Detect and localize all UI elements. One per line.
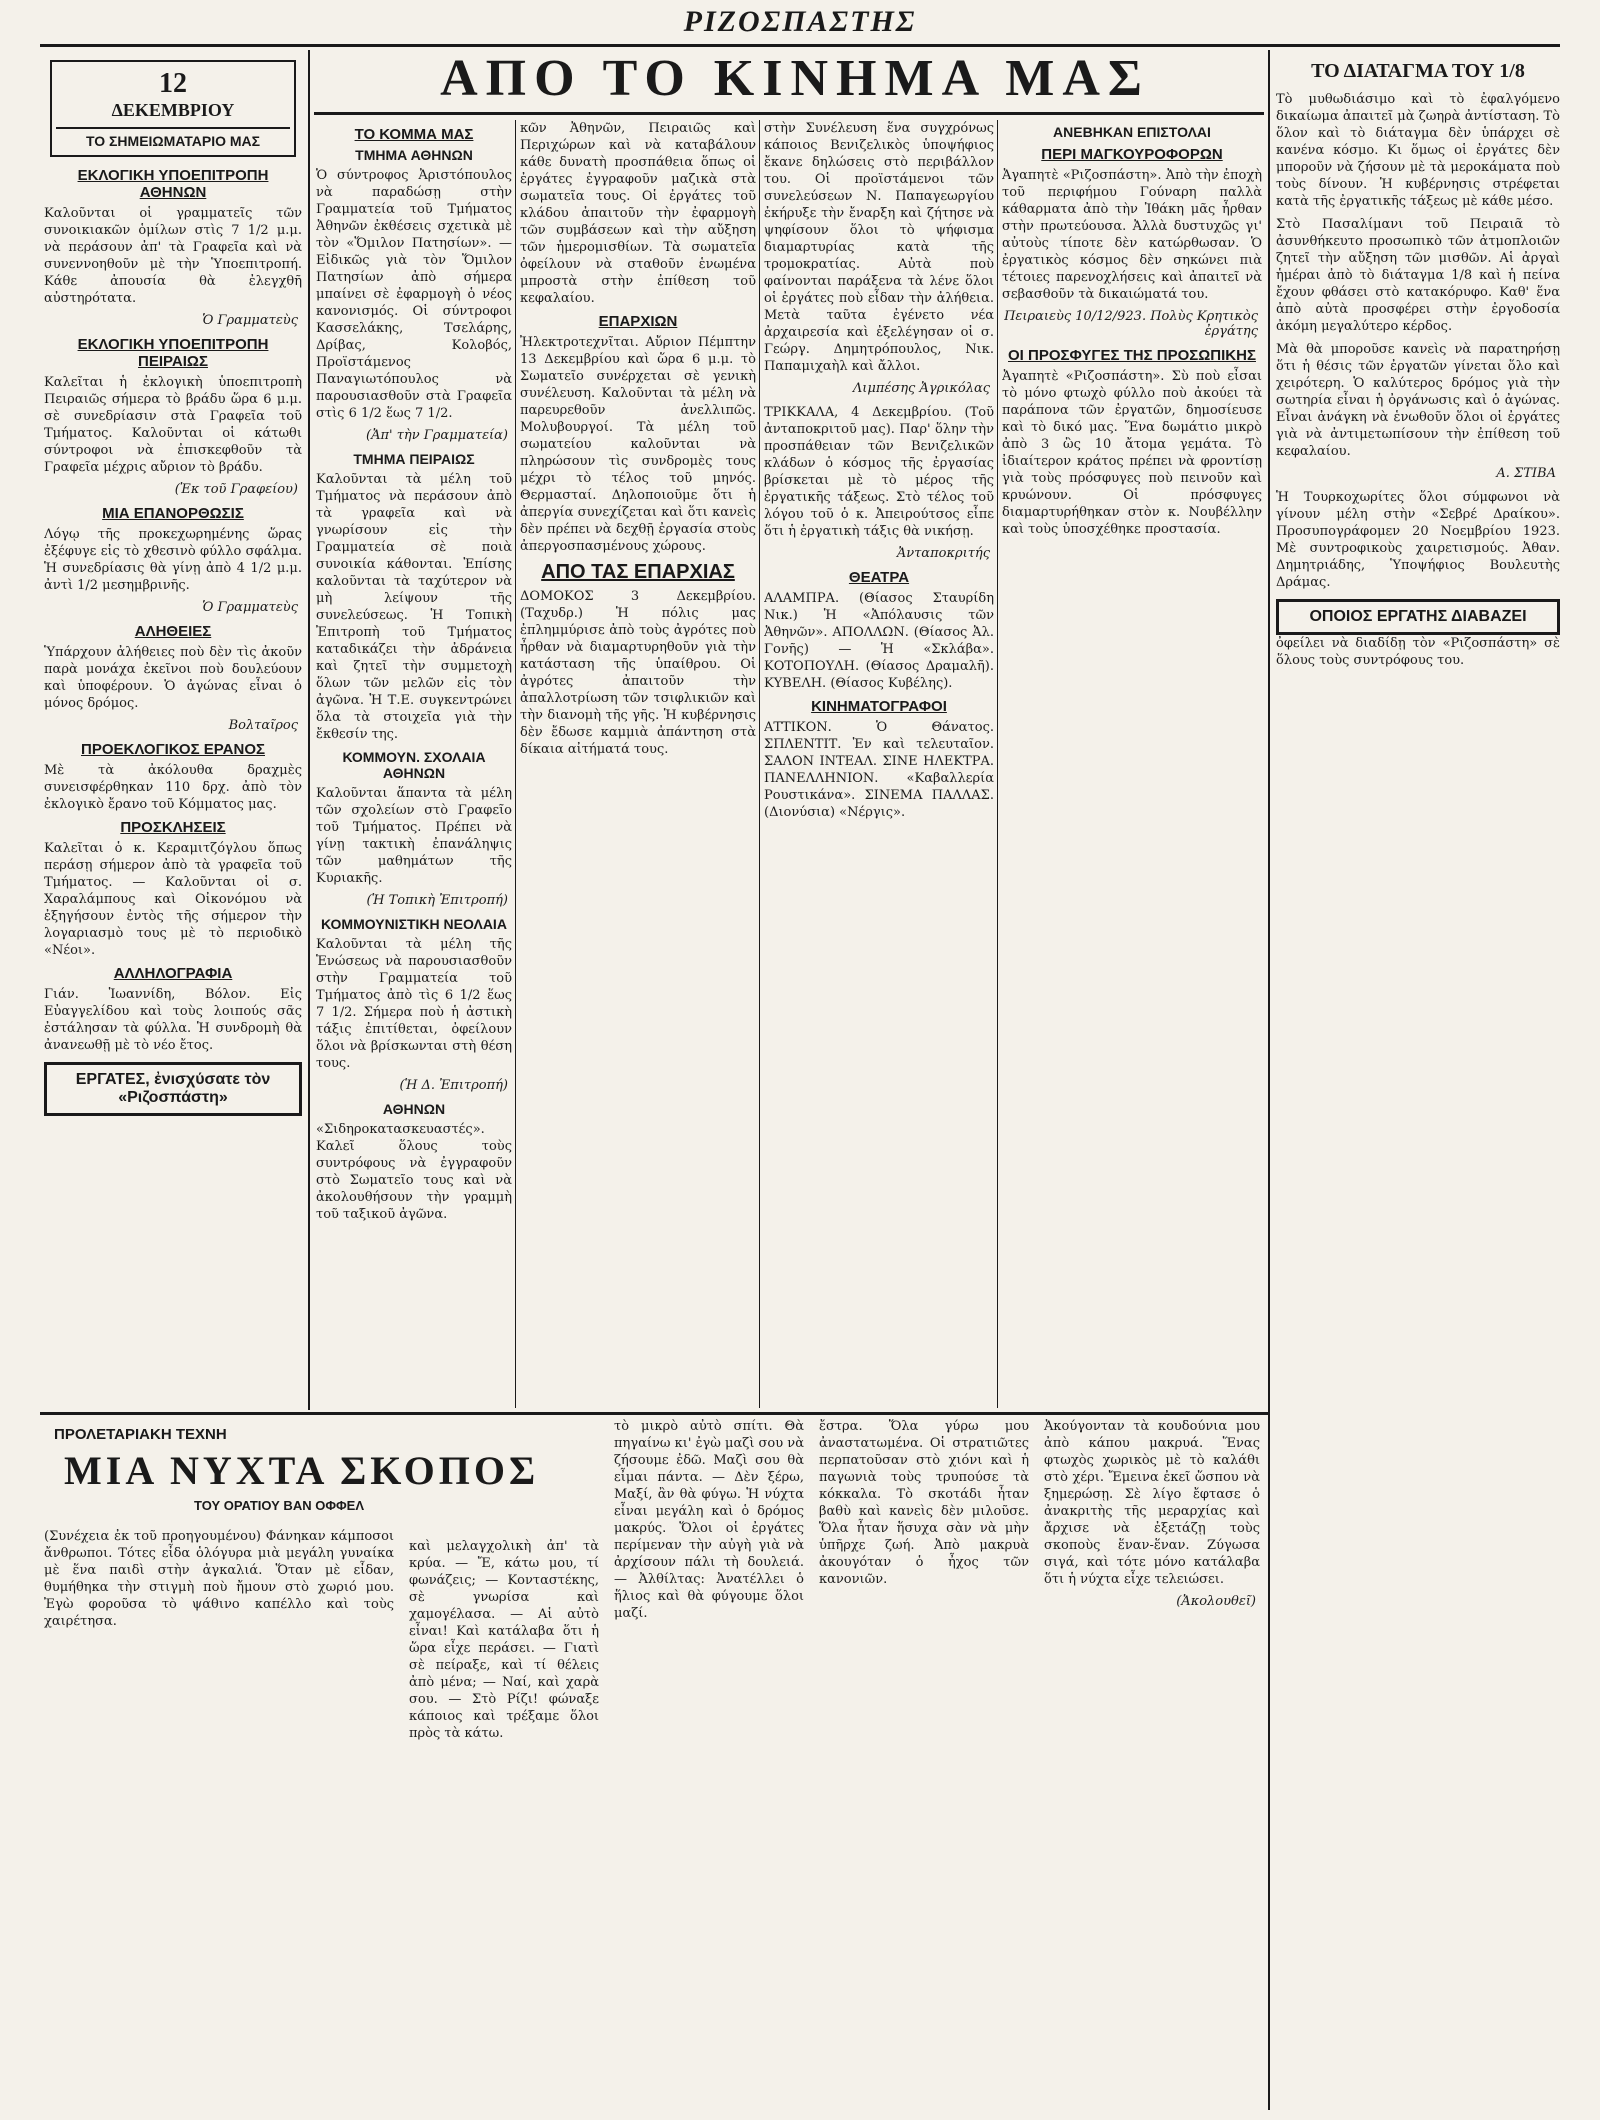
column-divider <box>1268 50 1270 2110</box>
story-text-1: (Συνέχεια ἐκ τοῦ προηγουμένου) Φάνηκαν κάμποσοι ἄνθρωποι. Τότες εἶδα ὁλόγυρα μιὰ μεγάλη γυναίκα μὲ ἕνα παιδὶ στὴν ἀγκαλιά. Ὅταν μὲ εἶδαν, θυμήθηκα τὴν στιγμὴ ποὺ ἤμουν στὸ χωριό μου. Ἐγὼ φοροῦσα τὸ ψάθινο καπέλλο καὶ τοὺς χαιρέτησα. <box>44 1529 394 1629</box>
piraeus-branch-text: Καλοῦνται τὰ μέλη τοῦ Τμήματος νὰ περάσουν ἀπὸ τὰ γραφεῖα καὶ νὰ γνωρίσουν εἰς τὴν Γραμματεία σὲ ποιὰ συνοικία κάθονται. Ἐπίσης καλοῦνται τὰ ταχύτερον νὰ μὴ λείψουν τῆς συνελεύσεως. Ἡ Τοπικὴ Ἐπιτροπὴ τοῦ Τμήματος καταδικάζει τὴν ἀδράνεια καὶ ζητεῖ τὴν συμμετοχὴ ὅλων τῶν μελῶν εἰς τὸν ἀγῶνα. Ἡ Τ.Ε. συγκεντρώνει ὅλα τὰ στοιχεῖα γιὰ τὴν ἔκθεσίν της. <box>316 472 512 742</box>
election-fund-text: Μὲ τὰ ἀκόλουθα δραχμὲς συνεισφέρθηκαν 110 δρχ. ἀπὸ τὸν ἐκλογικὸ ἔρανο τοῦ Κόμματος μας. <box>44 763 302 812</box>
athens-subcommittee-text: Καλοῦνται οἱ γραμματεῖς τῶν συνοικιακῶν ὁμίλων στὶς 7 1/2 μ.μ. νὰ περάσουν ἀπ' τὰ Γραφεῖα καὶ νὰ συνεννοηθοῦν μὲ τὴν Ὑποεπιτροπή. Κάθε ἀπουσία θὰ ἐλεγχθῆ αὐστηρότατα. <box>44 206 302 306</box>
column-divider <box>759 120 760 1408</box>
trikala-report: ΤΡΙΚΚΑΛΑ, 4 Δεκεμβρίου. (Τοῦ ἀνταποκριτοῦ μας). Παρ' ὅλην τὴν προσπάθειαν τῶν Βενιζελικῶν κλάδων ὁ κόσμος τῆς ἐργασίας βρίσκεται μὲ τὸ μέρος τῆς ἐργατικῆς τάξεως. Στὸ τέλος τοῦ λόγου τοῦ ὁ κ. Ἀπειρούτσος εἶπε ὅτι ἡ ἐργατικὴ τάξις θὰ νικήσῃ. <box>764 405 994 539</box>
cane-bearers-heading: ΠΕΡΙ ΜΑΓΚΟΥΡΟΦΟΡΩΝ <box>1041 146 1223 163</box>
refugees-letter: Ἀγαπητὲ «Ριζοσπάστη». Σὺ ποὺ εἶσαι τὸ μόνο φτωχὸ φύλλο ποὺ ἀκούει τὰ παράπονα τῶν ἐργατῶν, δημοσίευσε καὶ τὸ δικό μας. Ἕνα δωμάτιο μικρὸ ἀπὸ 3 ὣς 10 ἄτομα γεμάτα. Τὸ ἰδιαίτερον κράτος πρέπει νὰ φροντίσῃ γιὰ τοὺς πρόσφυγες ποὺ πεινοῦν καὶ κρυώνουν. Οἱ πρόσφυγες διαμαρτυρήθηκαν στὸν κ. Νουβέλλην καὶ τοὺς ὑποσχέθηκε προστασία. <box>1002 369 1262 537</box>
story-text-2: καὶ μελαγχολικὴ ἀπ' τὰ κρύα. — Ἔ, κάτω μου, τί φωνάζεις; — Κονταστέκης, σὲ γνωρίσα καὶ χαμογέλασα. — Αἱ αὐτὸ εἶναι! Καὶ κατάλαβα ὅτι ἡ ὥρα εἶχε περάσει. — Γιατὶ σὲ πείραξε, καὶ τί θέλεις ἀπὸ μένα; — Ναί, καὶ χαρὰ σου. — Στὸ Ρίζι! φώναξε κάποιος καὶ τρέξαμε ὅλοι πρὸς τὰ κάτω. <box>409 1539 599 1741</box>
domokos-report: ΔΟΜΟΚΟΣ 3 Δεκεμβρίου. (Ταχυδρ.) Ἡ πόλις μας ἐπλημμύρισε ἀπὸ τοὺς ἀγρότες ποὺ ἦρθαν νὰ διαμαρτυρηθοῦν γιὰ τὴν κατάσταση τῆς ὑπαίθρου. Οἱ ἀγρότες ἀπαιτοῦν τὴν ἀπαλλοτρίωση τῶν τσιφλικιῶν καὶ τὴν διανομὴ τῆς γῆς. Ἡ κυβέρνησις δὲν ἔδωσε καμμιὰ ἀπάντηση στὰ δίκαια αἰτήματά τους. <box>520 589 756 757</box>
story-text-5: Ἀκούγονταν τὰ κουδούνια μου ἀπὸ κάπου μακρυά. Ἕνας φτωχὸς χωρικὸς μὲ τὸ καλάθι στὸ χέρι. Ἔμεινα ἐκεῖ ὥσπου νὰ ξημερώσῃ. Σὲ λίγο ἔφτασε ὁ ἀνακριτὴς τῆς μεραρχίας καὶ ἄρχισε νὰ ἐξετάζῃ τοὺς σκοποὺς ἕναν-ἕναν. Ζύγωσα σιγά, καὶ τότε μόνο κατάλαβα ὅτι ἡ νύχτα εἶχε τελειώσει. <box>1044 1419 1260 1587</box>
invitations-text: Καλεῖται ὁ κ. Κεραμιτζόγλου ὅπως περάσῃ σήμερον ἀπὸ τὰ γραφεῖα τοῦ Τμήματος. — Καλοῦνται οἱ σ. Χαραλάμπους καὶ Οἰκονόμου νὰ ἐξηγήσουν ἐντὸς τῆς σήμερον τὴν λογαριασμὸ τους μὲ τὸ περιοδικὸ «Νέοι». <box>44 841 302 958</box>
communist-schools-text: Καλοῦνται ἅπαντα τὰ μέλη τῶν σχολείων στὸ Γραφεῖο τοῦ Τμήματος. Πρέπει νὰ γίνῃ τακτικὴ ἐπανάληψις τῶν μαθημάτων τῆς Κυριακῆς. <box>316 786 512 886</box>
cinemas-listing: ΑΤΤΙΚΟΝ. Ὁ Θάνατος. ΣΠΛΕΝΤΙΤ. Ἐν καὶ τελευταῖον. ΣΑΛΟΝ ΙΝΤΕΑΛ. ΣΙΝΕ ΗΛΕΚΤΡΑ. ΠΑΝΕΛΛΗΝΙΟΝ. «Καβαλλερία Ρουστικάνα». ΣΙΝΕΜΑ ΠΑΛΛΑΣ. (Διονύσια) «Νέργις». <box>764 720 994 820</box>
main-title: ΑΠΟ ΤΟ ΚΙΝΗΜΑ ΜΑΣ <box>440 50 1150 107</box>
story-text-3: τὸ μικρὸ αὐτὸ σπίτι. Θὰ πηγαίνω κι' ἐγὼ μαζὶ σου νὰ ζήσουμε ἐδῶ. Μαζὶ σου θὰ εἶμαι πάντα. — Δὲν ξέρω, Μαξί, ἂν θὰ φύγω. Ἡ νύχτα εἶναι μεγάλη καὶ ὁ δρόμος μακρύς. Ὅλοι οἱ ἐργάτες περίμεναν τὴν αὐγὴ γιὰ νὰ ἀρχίσουν πάλι τὴ δουλειά. — Ἀλθίλτας: Ἀνατέλλει ὁ ἥλιος καὶ θὰ φύγουμε ὅλοι μαζί. <box>614 1419 804 1621</box>
unions-column <box>520 120 756 1408</box>
athens-unions-text: «Σιδηροκατασκευαστές». Καλεῖ ὅλους τοὺς συντρόφους νὰ ἐγγραφοῦν στὸ Σωματεῖο τους καὶ νὰ ἀκολουθήσουν τὴν γραμμὴ τοῦ ταξικοῦ ἀγῶνα. <box>316 1122 512 1222</box>
decree-paragraph-3: Μὰ θὰ μποροῦσε κανεὶς νὰ παρατηρήσῃ ὅτι ἡ θέσις τῶν ἐργατῶν γίνεται ὅλο καὶ χειρότερη. Ὁ καλύτερος δρόμος γιὰ τὴν σωτηρία εἶναι ἡ ὀργάνωσις καὶ ὁ ἀγώνας. Εἶναι ἀνάγκη νὰ ἑνωθοῦν ὅλοι οἱ ἐργάτες γιὰ νὰ ἀντιμετωπίσουν τὴν ἐπίθεση τοῦ κεφαλαίου. <box>1276 342 1560 459</box>
reader-worker-text: ὀφείλει νὰ διαδίδῃ τὸν «Ριζοσπάστη» σὲ ὅλους τοὺς συντρόφους του. <box>1276 636 1560 668</box>
athens-subcommittee-signature: Ὁ Γραμματεὺς <box>202 313 298 328</box>
story-text-4: ἔστρα. Ὅλα γύρω μου ἀναστατωμένα. Οἱ στρατιῶτες περπατοῦσαν στὸ χιόνι καὶ ἡ παγωνιὰ τοὺς τρυπούσε τὰ κόκκαλα. Τὸ σκοτάδι ἦταν βαθὺ καὶ κανεὶς δὲν μιλοῦσε. Ὅλα ἦταν ἥσυχα σὰν νὰ μὴν ὑπῆρχε ζωή. Ἀπὸ μακρυὰ ἀκουγόταν ὁ ἦχος τῶν κανονιῶν. <box>819 1419 1029 1587</box>
date-box <box>50 60 296 157</box>
story-author: ΤΟΥ ΟΡΑΤΙΟΥ ΒΑΝ ΟΦΦΕΛ <box>193 1498 365 1513</box>
story-column-4 <box>819 1418 1029 1594</box>
cane-bearers-signature: Πειραιεὺς 10/12/923. Πολὺς Κρητικὸς ἐργάτης <box>1004 309 1258 339</box>
column-divider <box>308 50 310 1410</box>
invitations-heading: ΠΡΟΣΚΛΗΣΕΙΣ <box>120 819 226 836</box>
decree-signature: Α. ΣΤΙΒΑ <box>1496 466 1556 481</box>
truths-text: Ὑπάρχουν ἀλήθειες ποὺ δὲν τὶς ἀκοῦν παρὰ μονάχα ἐκεῖνοι ποὺ δουλεύουν καὶ ὑποφέρουν. Ὁ ἀγώνας εἶναι ὁ μόνος δρόμος. <box>44 645 302 711</box>
trikala-signature: Ἀνταποκριτής <box>896 546 990 561</box>
decree-heading: ΤΟ ΔΙΑΤΑΓΜΑ ΤΟΥ 1/8 <box>1311 60 1525 82</box>
correspondence-text: Γιάν. Ἰωαννίδη, Βόλον. Εἰς Εὐαγγελίδου καὶ τοὺς λοιπούς σᾶς ἐστάλησαν τὰ φύλλα. Ἡ συνδρομὴ θὰ ἀνανεωθῇ μὲ τὸ νέο ἔτος. <box>44 987 302 1053</box>
story-section <box>44 1418 1264 2108</box>
piraeus-subcommittee-signature: (Ἐκ τοῦ Γραφείου) <box>174 482 298 497</box>
letters-heading: ΑΝΕΒΗΚΑΝ ΕΠΙΣΤΟΛΑΙ <box>1053 124 1211 140</box>
letters-column <box>1002 120 1262 1408</box>
story-column-1 <box>44 1528 394 1636</box>
date-month: ΔΕΚΕΜΒΡΙΟΥ <box>111 100 235 120</box>
story-title: ΜΙΑ ΝΥΧΤΑ ΣΚΟΠΟΣ <box>64 1448 540 1493</box>
youth-signature: (Ἡ Δ. Ἐπιτροπή) <box>399 1078 508 1093</box>
athens-subcommittee-heading: ΕΚΛΟΓΙΚΗ ΥΠΟΕΠΙΤΡΟΠΗ ΑΘΗΝΩΝ <box>77 167 269 201</box>
athens-branch-heading: ΤΜΗΜΑ ΑΘΗΝΩΝ <box>355 147 473 163</box>
correction-heading: ΜΙΑ ΕΠΑΝΟΡΘΩΣΙΣ <box>102 505 244 522</box>
correction-text: Λόγῳ τῆς προκεχωρημένης ὥρας ἐξέφυγε εἰς τὸ χθεσινὸ φύλλο σφάλμα. Ἡ συνεδρίασις θὰ γίνῃ ἀπὸ 4 1/2 μ.μ. ἀντὶ 1/2 μεσημβρινῆς. <box>44 527 302 593</box>
unions-text: κῶν Ἀθηνῶν, Πειραιῶς καὶ Περιχώρων καὶ νὰ καταβάλουν κάθε δυνατὴ προσπάθεια ὅπως οἱ ἐργάτες ἐγγραφοῦν μαζικὰ στὰ σωματεῖα τους. Οἱ ἐργάτες τοῦ κλάδου ἀπαιτοῦν τὴν ἐφαρμογὴ τῶν συμβάσεων καὶ τὴν αὔξηση τῶν ἡμερομισθίων. Τὰ σωματεῖα ὀφείλουν νὰ σταθοῦν ἑνωμένα μπροστὰ στὴν ἐπίθεση τοῦ κεφαλαίου. <box>520 121 756 306</box>
workers-support-box: ΕΡΓΑΤΕΣ, ἐνισχύσατε τὸν «Ριζοσπάστη» <box>44 1062 302 1116</box>
decree-paragraph-4: Ἡ Τουρκοχωρίτες ὅλοι σύμφωνοι νὰ γίνουν μέλη στὴν «Σεβρέ Δραίκου». Προσυπογράφομεν 20 Νοεμβρίου 1923. Μὲ συντροφικοὺς χαιρετισμούς. Ἀθαν. Δημητριάδης, Ὑποψήφιος Βουλευτὴς Δράμας. <box>1276 490 1560 590</box>
masthead-rule <box>40 44 1560 47</box>
election-fund-heading: ΠΡΟΕΚΛΟΓΙΚΟΣ ΕΡΑΝΟΣ <box>80 741 265 758</box>
communist-schools-signature: (Ἡ Τοπικὴ Ἐπιτροπή) <box>366 893 508 908</box>
piraeus-branch-heading: ΤΜΗΜΑ ΠΕΙΡΑΙΩΣ <box>353 451 475 467</box>
story-column-2 <box>409 1418 599 1748</box>
from-provinces-heading: ΑΠΟ ΤΑΣ ΕΠΑΡΧΙΑΣ <box>541 561 735 583</box>
politics-column <box>764 120 994 1408</box>
left-column <box>44 54 302 1406</box>
theatres-listing: ΑΛΑΜΠΡΑ. (Θίασος Σταυρίδη Νικ.) Ἡ «Ἀπόλαυσις τῶν Ἀθηνῶν». ΑΠΟΛΛΩΝ. (Θίασος Ἀλ. Γονῆς) — Ἡ «Σκλάβα». ΚΟΤΟΠΟΥΛΗ. (Θίασος Δραμαλῆ). ΚΥΒΕΛΗ. (Θίασος Κυβέλης). <box>764 591 994 691</box>
story-divider <box>40 1412 1268 1415</box>
decree-paragraph-1: Τὸ μυθωδιάσιμο καὶ τὸ ἐφαλγόμενο δικαίωμα ἀπαιτεῖ μὰ ζωηρὰ ἀντίσταση. Τὸ ὅλον καὶ τὸ διάταγμα δὲν ὑπάρχει σὲ κανένα κόσμο. Κι ὅμως οἱ ἐργάτες δὲν μποροῦν νὰ ζήσουν μὲ τὰ μεροκάματα ποὺ τοὺς δίνουν. Ἡ κυβέρνησις στρέφεται κατὰ τῆς ἐργατικῆς τάξεως μὲ κάθε μέσο. <box>1276 92 1560 209</box>
correction-signature: Ὁ Γραμματεὺς <box>202 600 298 615</box>
piraeus-subcommittee-text: Καλεῖται ἡ ἐκλογικὴ ὑποεπιτροπὴ Πειραιῶς σήμερα τὸ βράδυ ὥρα 6 μ.μ. σὲ συνεδρίασιν στὰ Γραφεῖα τοῦ Τμήματος. Καλοῦνται οἱ κάτωθι σύντροφοι νὰ ἐπισκεφθοῦν τὰ Γραφεῖα μέχρις αὔριον τὸ βράδυ. <box>44 375 302 475</box>
title-rule <box>314 112 1264 115</box>
cane-bearers-letter: Ἀγαπητὲ «Ριζοσπάστη». Ἀπὸ τὴν ἐποχὴ τοῦ περιφήμου Γούναρη παλλὰ κάθαρματα ἀπὸ τὴν Ἰθάκη μᾶς ἦρθαν στὴν πρωτεύουσα. Ἀλλὰ δυστυχῶς γι' αὐτοὺς τίποτε δὲν κατώρθωσαν. Ὁ ἐργατικὸς κόσμος δὲν σηκώνει πιὰ τέτοιες παρενοχλήσεις καὶ ἀπαιτεῖ νὰ σεβασθοῦν τὰ δικαιώματά του. <box>1002 168 1262 302</box>
communist-schools-heading: ΚΟΜΜΟΥΝ. ΣΧΟΛΑΙΑ ΑΘΗΝΩΝ <box>342 749 486 781</box>
athens-unions-heading: ΑΘΗΝΩΝ <box>382 1101 446 1117</box>
column-divider <box>515 120 516 1408</box>
story-column-3 <box>614 1418 804 1628</box>
date-number: 12 <box>159 68 187 99</box>
refugees-heading: ΟΙ ΠΡΟΣΦΥΓΕΣ ΤΗΣ ΠΡΟΣΩΠΙΚΗΣ <box>1008 347 1256 364</box>
story-column-5 <box>1044 1418 1260 1617</box>
theatres-heading: ΘΕΑΤΡΑ <box>848 569 910 586</box>
decree-paragraph-2: Στὸ Πασαλίμανι τοῦ Πειραιᾶ τὸ ἀσυνθήκευτο προσωπικὸ τῶν ἀτμοπλοιῶν ζητεῖ τὴν αὔξηση τῶν μισθῶν. Αἱ ἀργαὶ ἡμέραι ἀπὸ τὸ διάταγμα 1/8 καὶ ἡ πείνα ἔχουν φθάσει στὸ κατακόρυφο. Καθ' ἕνα ἀπὸ αὐτὰ προσφέρει στὴν ἐργοδοσία ἀκόμη μεγαλύτερο κέρδος. <box>1276 217 1560 334</box>
party-heading: ΤΟ ΚΟΜΜΑ ΜΑΣ <box>354 126 474 143</box>
story-continued: (Ἀκολουθεῖ) <box>1176 1594 1256 1609</box>
correspondence-heading: ΑΛΛΗΛΟΓΡΑΦΙΑ <box>113 965 233 982</box>
athens-branch-text: Ὁ σύντροφος Ἀριστόπουλος νὰ παραδώσῃ στὴν Γραμματεία τοῦ Τμήματος Ἀθηνῶν ἐκθέσεις σχετικὰ μὲ τὸν «Ὅμιλον Πατησίων». — Εἰδικῶς γιὰ τὸν Ὅμιλον Πατησίων ἀπὸ σήμερα μπαίνει σὲ ἐφαρμογὴ ὁ νέος κανονισμός. Οἱ σύντροφοι Κασσελάκης, Τσελάρης, Δρίβας, Κολοβός, Προϊστάμενος Παναγιωτόπουλος νὰ παρουσιασθοῦν στὰ Γραφεῖα στὶς 6 1/2 ἕως 7 1/2. <box>316 168 512 421</box>
youth-heading: ΚΟΜΜΟΥΝΙΣΤΙΚΗ ΝΕΟΛΑΙΑ <box>321 916 507 932</box>
party-column <box>316 120 512 1408</box>
provinces-text: Ἠλεκτροτεχνῖται. Αὔριον Πέμπτην 13 Δεκεμβρίου καὶ ὥρα 6 μ.μ. τὸ Σωματεῖο συνέρχεται σὲ γενικὴ συνέλευση. Καλοῦνται τὰ μέλη νὰ παρευρεθοῦν ἀνελλιπῶς. Μολυβουργοί. Τὰ μέλη τοῦ σωματείου καλοῦνται νὰ πληρώσουν τὶς συνδρομὲς τους μέχρι τὸ τέλος τοῦ μηνός. Θερμασταί. Δηλοποιοῦμε ὅτι ἡ ἀπεργία συνεχίζεται καὶ ὅτι κανεὶς δὲν πρέπει νὰ δεχθῇ ἐργασία στοὺς ἀπεργοσπασμένους χώρους. <box>520 335 756 554</box>
reader-worker-box: ΟΠΟΙΟΣ ΕΡΓΑΤΗΣ ΔΙΑΒΑΖΕΙ <box>1276 599 1560 635</box>
masthead: ΡΙΖΟΣΠΑΣΤΗΣ <box>683 5 917 38</box>
story-section-heading: ΠΡΟΛΕΤΑΡΙΑΚΗ ΤΕΧΝΗ <box>54 1426 227 1443</box>
cinemas-heading: ΚΙΝΗΜΑΤΟΓΡΑΦΟΙ <box>811 698 947 715</box>
assembly-report: στὴν Συνέλευση ἕνα συγχρόνως κάποιος Βενιζελικὸς ὑποψήφιος ἔκανε δηλώσεις στὸ περιβάλλον του. Οἱ προϊστάμενοι τῶν συνελεύσεων Ν. Παπαγεωργίου ἐκήρυξε τὴν ἔναρξη καὶ ζήτησε νὰ ψηφίσουν ὅλοι τὸ ψήφισμα διαμαρτυρίας κατὰ τῆς τρομοκρατίας. Αὐτὰ ποὺ φαίνονται παράξενα τὰ λένε ὅλοι οἱ ἐργάτες ποὺ εἶδαν τὴν ἀλήθεια. Μετὰ ταῦτα ἐγένετο νέα ἀρχαιρεσία καὶ ἐξελέγησαν οἱ σ. Γεώργ. Δημητρόπουλος, Νικ. Παπαμιχαὴλ καὶ ἄλλοι. <box>764 121 994 374</box>
column-divider <box>997 120 998 1408</box>
youth-text: Καλοῦνται τὰ μέλη τῆς Ἑνώσεως νὰ παρουσιασθοῦν στὴν Γραμματεία τοῦ Τμήματος ἀπὸ τὶς 6 1/2 ἕως 7 1/2. Σήμερα ποὺ ἡ ἀστικὴ τάξις ἐπιτίθεται, ὀφείλουν ὅλοι νὰ βρίσκωνται στὴ θέση τους. <box>316 937 512 1071</box>
notebook-heading: ΤΟ ΣΗΜΕΙΩΜΑΤΑΡΙΟ ΜΑΣ <box>56 127 290 149</box>
athens-branch-signature: (Ἀπ' τὴν Γραμματεία) <box>366 428 508 443</box>
decree-column <box>1276 54 1560 2110</box>
truths-signature: Βολταῖρος <box>228 718 298 733</box>
truths-heading: ΑΛΗΘΕΙΕΣ <box>134 623 212 640</box>
piraeus-subcommittee-heading: ΕΚΛΟΓΙΚΗ ΥΠΟΕΠΙΤΡΟΠΗ ΠΕΙΡΑΙΩΣ <box>77 336 269 370</box>
provinces-heading: ΕΠΑΡΧΙΩΝ <box>598 313 678 330</box>
assembly-signature: Λιμπέσης Ἀγρικόλας <box>852 381 990 396</box>
